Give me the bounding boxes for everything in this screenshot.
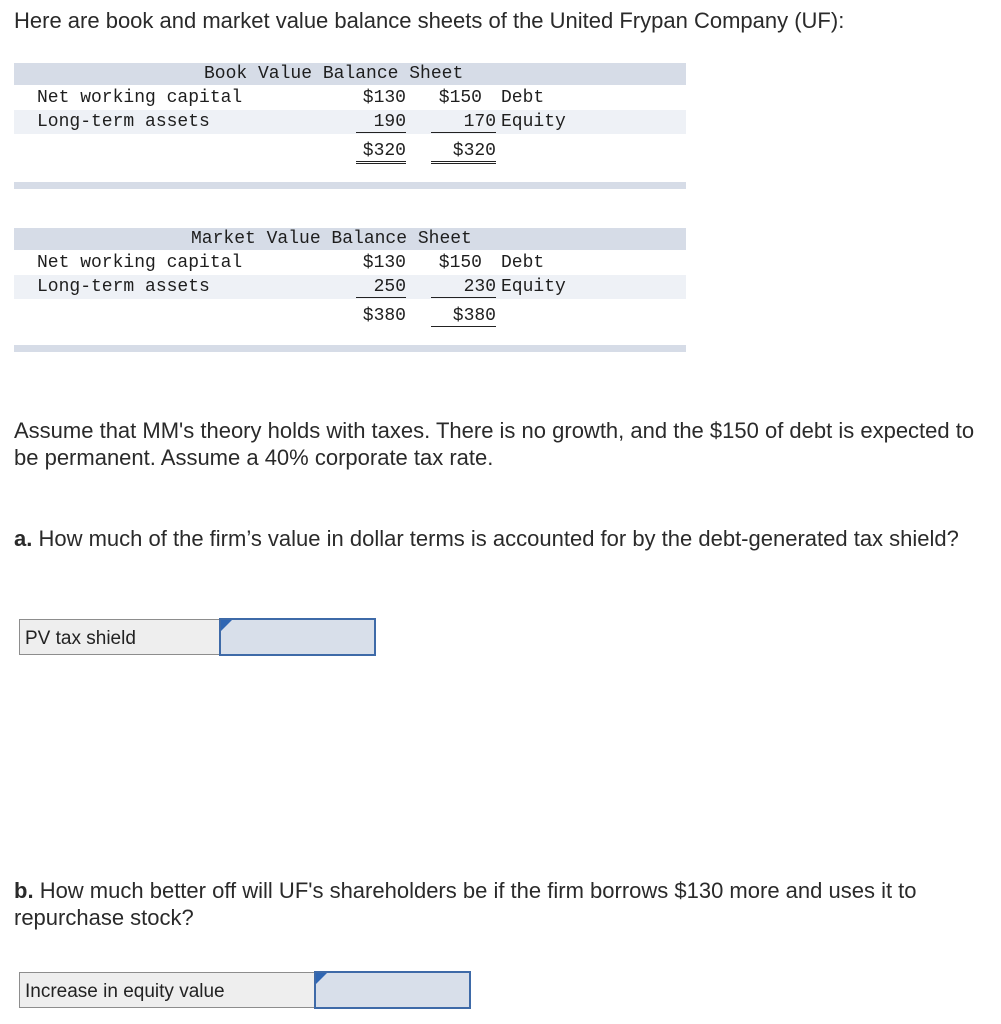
row-label: Long-term assets <box>37 112 210 132</box>
liability-value: 230 <box>431 277 496 298</box>
asset-total: $320 <box>356 141 406 164</box>
table-divider <box>14 182 686 189</box>
pv-tax-shield-label: PV tax shield <box>19 619 221 655</box>
question-b-text: How much better off will UF's shareholders be if the firm borrows $130 more and uses it to repurchase stock? <box>14 878 917 930</box>
liability-value: 170 <box>431 112 496 133</box>
asset-value: $130 <box>362 88 406 108</box>
pv-tax-shield-input[interactable] <box>219 618 376 656</box>
asset-total: $380 <box>362 306 406 326</box>
liability-value: $150 <box>438 253 482 273</box>
liability-value: $150 <box>438 88 482 108</box>
liability-total: $380 <box>431 306 496 327</box>
assumption-text: Assume that MM's theory holds with taxes. There is no growth, and the $150 of debt is expected to be permanent. Assume a 40% corporate tax rate. <box>14 418 975 470</box>
question-a-prefix: a. <box>14 526 33 551</box>
flag-marker-icon <box>316 973 327 984</box>
market-value-table <box>14 228 686 356</box>
book-value-table <box>14 63 686 191</box>
question-b-prefix: b. <box>14 878 34 903</box>
intro-text: Here are book and market value balance sheets of the United Frypan Company (UF): <box>14 8 845 33</box>
liability-label: Debt <box>501 88 545 108</box>
liability-label: Equity <box>501 277 566 297</box>
asset-value: 190 <box>356 112 406 133</box>
asset-value: $130 <box>362 253 406 273</box>
liability-total: $320 <box>431 141 496 164</box>
question-b <box>14 877 989 931</box>
equity-increase-label: Increase in equity value <box>19 972 316 1008</box>
table-divider <box>14 345 686 352</box>
question-a-text: How much of the firm’s value in dollar terms is accounted for by the debt-generated tax shield? <box>38 526 959 551</box>
table-title: Book Value Balance Sheet <box>204 64 464 84</box>
asset-value: 250 <box>356 277 406 298</box>
question-a <box>14 525 989 552</box>
liability-label: Debt <box>501 253 545 273</box>
row-label: Net working capital <box>37 88 243 108</box>
row-label: Net working capital <box>37 253 243 273</box>
equity-increase-input[interactable] <box>314 971 471 1009</box>
table-title: Market Value Balance Sheet <box>191 229 472 249</box>
row-label: Long-term assets <box>37 277 210 297</box>
liability-label: Equity <box>501 112 566 132</box>
flag-marker-icon <box>221 620 232 631</box>
